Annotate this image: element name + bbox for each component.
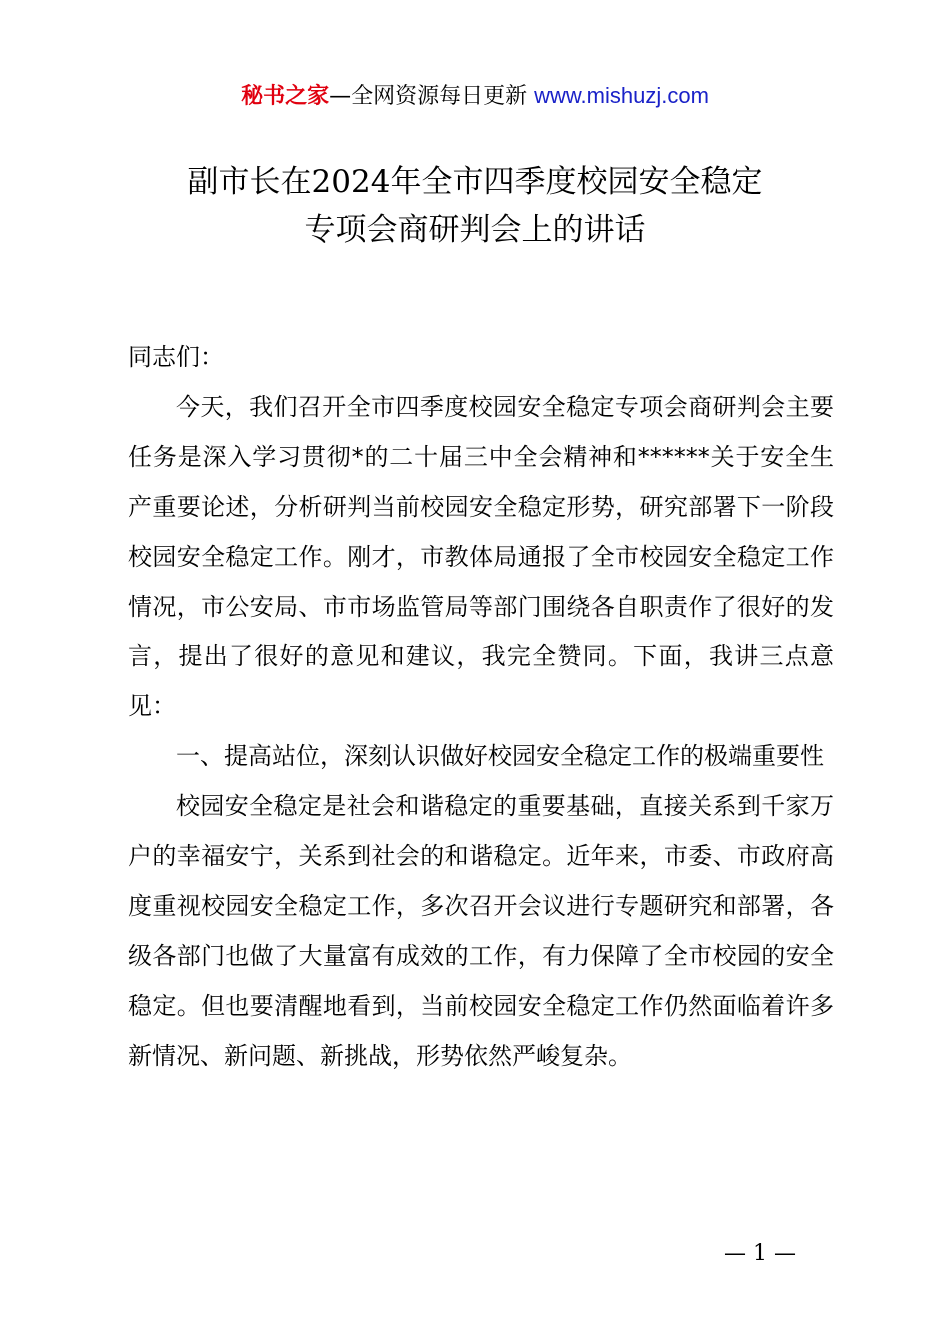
site-url-link[interactable]: www.mishuzj.com <box>534 83 709 108</box>
document-title <box>0 158 950 254</box>
section-heading-1: 一、提高站位，深刻认识做好校园安全稳定工作的极端重要性 <box>176 742 824 771</box>
title-line-1: 副市长在2024年全市四季度校园安全稳定 <box>187 164 763 200</box>
title-line-2: 专项会商研判会上的讲话 <box>304 212 646 248</box>
site-banner <box>0 80 950 113</box>
body-paragraph-intro: 今天，我们召开全市四季度校园安全稳定专项会商研判会主要任务是深入学习贯彻*的二十届三中全会精神和******关于安全生产重要论述，分析研判当前校园安全稳定形势，研究部署下一阶段校园安全稳定工作。刚才，市教体局通报了全市校园安全稳定工作情况，市公安局、市市场监管局等部门围绕各自职责作了很好的发言，提出了很好的意见和建议，我完全赞同。下面，我讲三点意见： <box>128 392 834 721</box>
body-paragraph-section-1: 校园安全稳定是社会和谐稳定的重要基础，直接关系到千家万户的幸福安宁，关系到社会的和谐稳定。近年来，市委、市政府高度重视校园安全稳定工作，多次召开会议进行专题研究和部署，各级各部门也做了大量富有成效的工作，有力保障了全市校园的安全稳定。但也要清醒地看到，当前校园安全稳定工作仍然面临着许多新情况、新问题、新挑战，形势依然严峻复杂。 <box>128 792 834 1070</box>
site-brand: 秘书之家 <box>241 84 330 109</box>
document-body <box>128 333 834 1082</box>
page-number: — 1 — <box>724 1241 796 1266</box>
site-tagline: —全网资源每日更新 <box>329 84 535 109</box>
salutation: 同志们： <box>128 343 224 371</box>
